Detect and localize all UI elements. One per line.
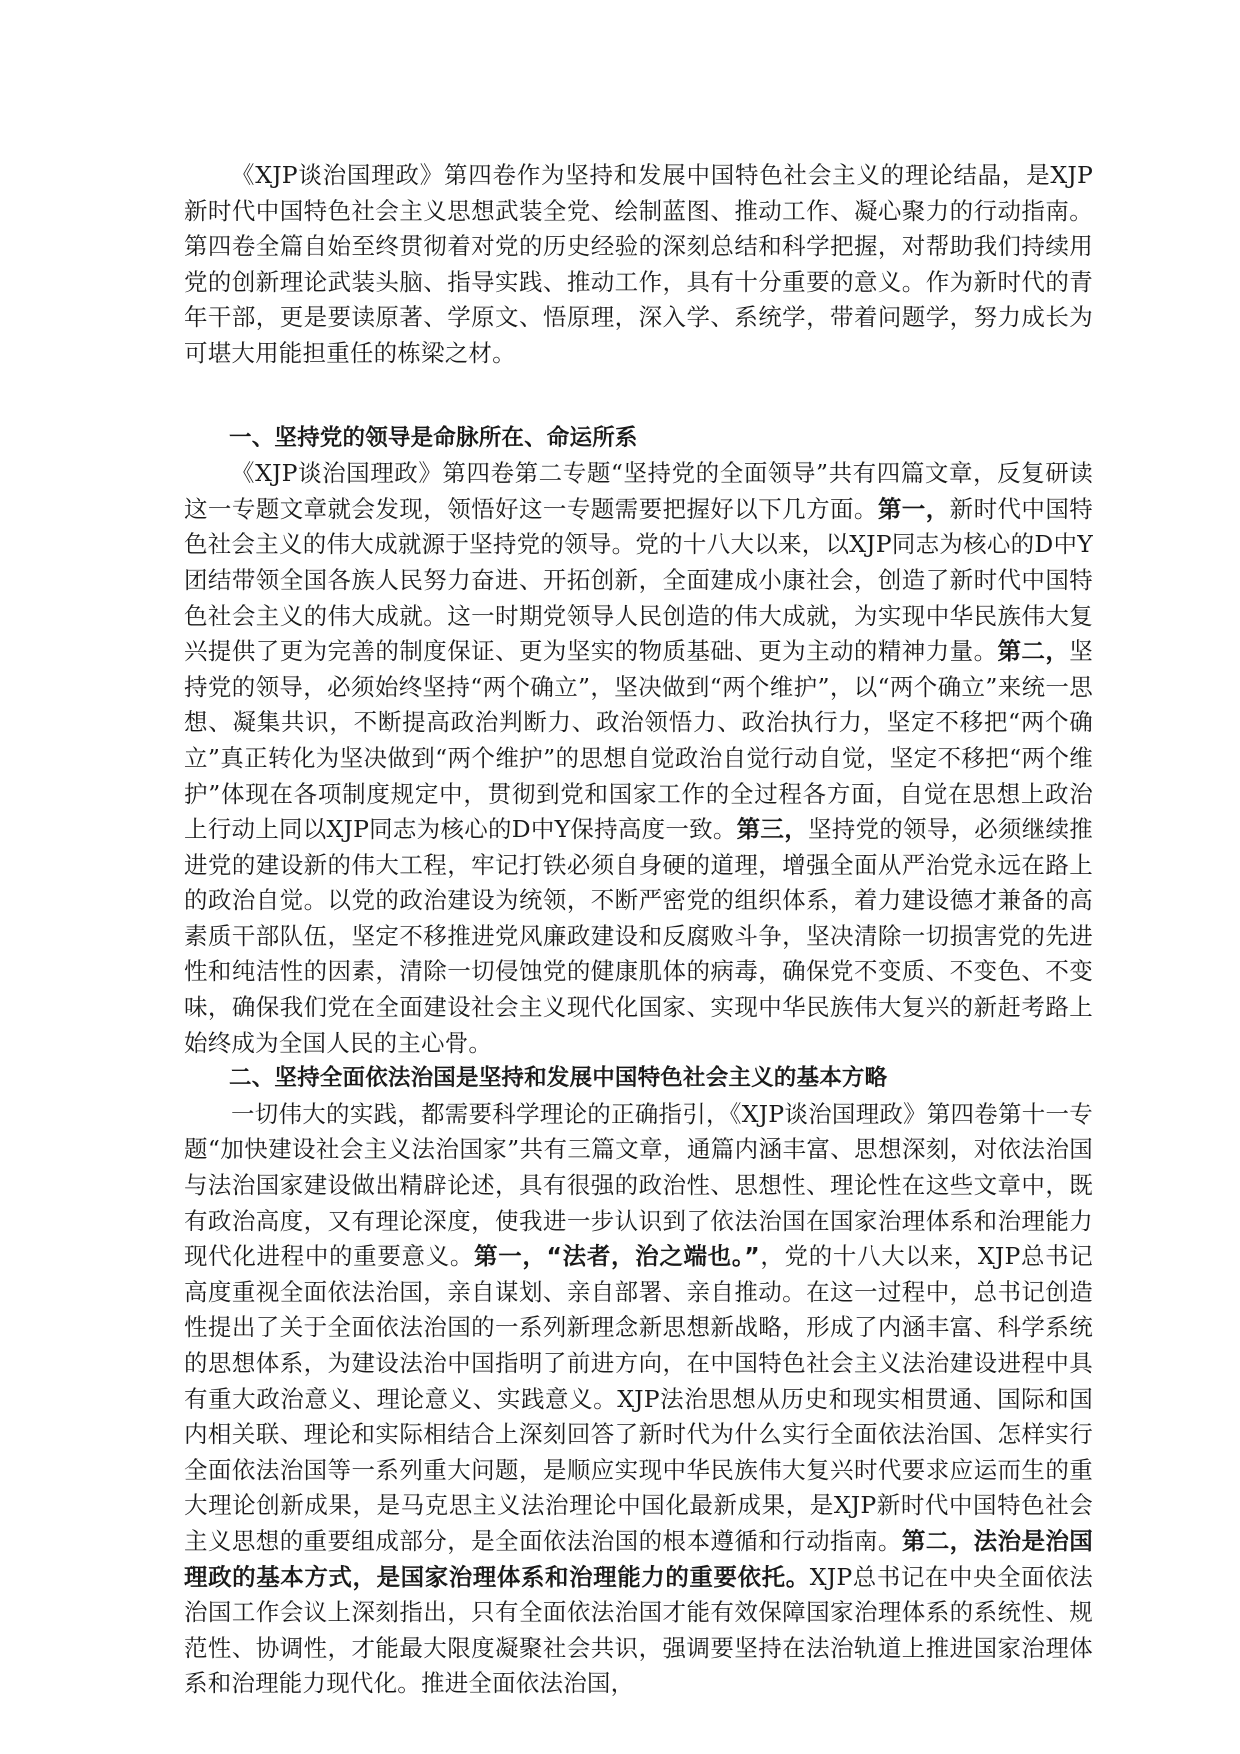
section-1-text-c: 坚持党的领导，必须始终坚持“两个确立”，坚决做到“两个维护”，以“两个确立”来统一思想、凝集共识，不断提高政治判断力、政治领悟力、政治执行力，坚定不移把“两个确立”真正转化为坚决做到“两个维护”的思想自觉政治自觉行动自觉，坚定不移把“两个维护”体现在各项制度规定中，贯彻到党和国家工作的全过程各方面，自觉在思想上政治上行动上同以XJP同志为核心的D中Y保持高度一致。 xyxy=(184,637,1093,844)
section-1-paragraph xyxy=(184,456,1093,1061)
section-1-text-d: 坚持党的领导，必须继续推进党的建设新的伟大工程，牢记打铁必须自身硬的道理，增强全面从严治党永远在路上的政治自觉。以党的政治建设为统领，不断严密党的组织体系，着力建设德才兼备的高素质干部队伍，坚定不移推进党风廉政建设和反腐败斗争，坚决清除一切损害党的先进性和纯洁性的因素，清除一切侵蚀党的健康肌体的病毒，确保党不变质、不变色、不变味，确保我们党在全面建设社会主义现代化国家、实现中华民族伟大复兴的新赶考路上始终成为全国人民的主心骨。 xyxy=(184,815,1093,1057)
section-2-paragraph xyxy=(184,1097,1093,1702)
section-1-text-b: 新时代中国特色社会主义的伟大成就源于坚持党的领导。党的十八大以来，以XJP同志为核心的D中Y团结带领全国各族人民努力奋进、开拓创新，全面建成小康社会，创造了新时代中国特色社会主义的伟大成就。这一时期党领导人民创造的伟大成就，为实现中华民族伟大复兴提供了更为完善的制度保证、更为坚实的物质基础、更为主动的精神力量。 xyxy=(184,494,1093,666)
section-1-point-3-label: 第三， xyxy=(736,815,808,844)
section-1-heading: 一、坚持党的领导是命脉所在、命运所系 xyxy=(229,424,638,451)
section-1-point-2-label: 第二， xyxy=(997,637,1070,666)
section-2-point-2-label: 第二，法治是治国理政的基本方式，是国家治理体系和治理能力的重要依托。 xyxy=(184,1526,1094,1591)
document-body xyxy=(184,158,1093,1702)
section-2-point-1-label: 第一，“法者，治之端也。” xyxy=(474,1242,760,1271)
section-2-text-a: 一切伟大的实践，都需要科学理论的正确指引，《XJP谈治国理政》第四卷第十一专题“加快建设社会主义法治国家”共有三篇文章，通篇内涵丰富、思想深刻，对依法治国与法治国家建设做出精辟论述，具有很强的政治性、思想性、理论性在这些文章中，既有政治高度，又有理论深度，使我进一步认识到了依法治国在国家治理体系和治理能力现代化进程中的重要意义。 xyxy=(184,1099,1093,1271)
section-1-text-a: 《XJP谈治国理政》第四卷第二专题“坚持党的全面领导”共有四篇文章，反复研读这一专题文章就会发现，领悟好这一专题需要把握好以下几方面。 xyxy=(184,459,1093,523)
section-2-text-c: XJP总书记在中央全面依法治国工作会议上深刻指出，只有全面依法治国才能有效保障国家治理体系的系统性、规范性、协调性，才能最大限度凝聚社会共识，强调要坚持在法治轨道上推进国家治理体系和治理能力现代化。推进全面依法治国， xyxy=(184,1562,1094,1698)
section-1-point-1-label: 第一， xyxy=(877,494,950,523)
intro-paragraph: 《XJP谈治国理政》第四卷作为坚持和发展中国特色社会主义的理论结晶，是XJP新时代中国特色社会主义思想武装全党、绘制蓝图、推动工作、凝心聚力的行动指南。第四卷全篇自始至终贯彻着对党的历史经验的深刻总结和科学把握，对帮助我们持续用党的创新理论武装头脑、指导实践、推动工作，具有十分重要的意义。作为新时代的青年干部，更是要读原著、学原文、悟原理，深入学、系统学，带着问题学，努力成长为可堪大用能担重任的栋梁之材。 xyxy=(184,161,1093,367)
section-2-text-b: ，党的十八大以来，XJP总书记高度重视全面依法治国，亲自谋划、亲自部署、亲自推动。在这一过程中，总书记创造性提出了关于全面依法治国的一系列新理念新思想新战略，形成了内涵丰富、科学系统的思想体系，为建设法治中国指明了前进方向，在中国特色社会主义法治建设进程中具有重大政治意义、理论意义、实践意义。XJP法治思想从历史和现实相贯通、国际和国内相关联、理论和实际相结合上深刻回答了新时代为什么实行全面依法治国、怎样实行全面依法治国等一系列重大问题，是顺应实现中华民族伟大复兴时代要求应运而生的重大理论创新成果，是马克思主义法治理论中国化最新成果，是XJP新时代中国特色社会主义思想的重要组成部分，是全面依法治国的根本遵循和行动指南。 xyxy=(184,1242,1093,1555)
section-2-heading: 二、坚持全面依法治国是坚持和发展中国特色社会主义的基本方略 xyxy=(229,1065,888,1092)
